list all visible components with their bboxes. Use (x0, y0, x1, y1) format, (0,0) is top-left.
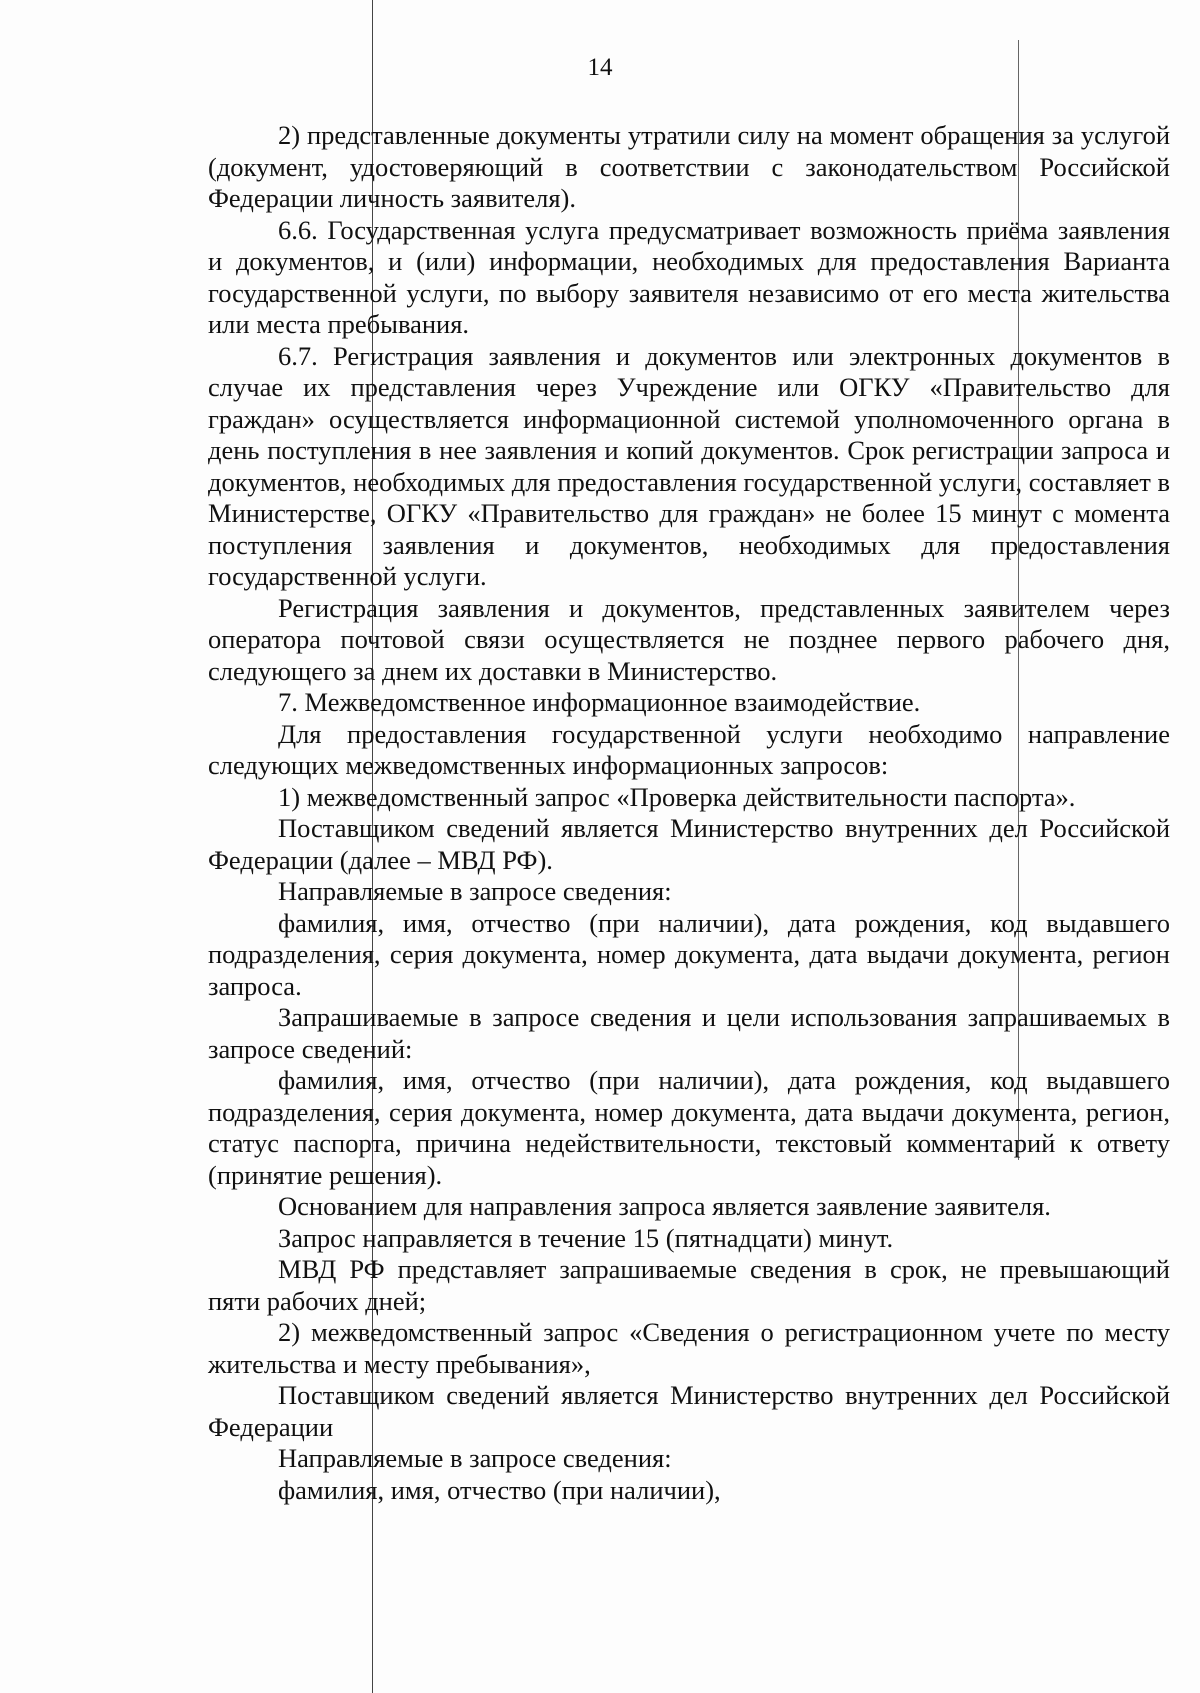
paragraph: 2) представленные документы утратили силу на момент обращения за услугой (документ, удостоверяющий в соответствии с законодательством Российской Федерации личность заявителя). (208, 120, 1170, 213)
paragraph: фамилия, имя, отчество (при наличии), (278, 1474, 721, 1505)
paragraph: 1) межведомственный запрос «Проверка действительности паспорта». (278, 781, 1076, 812)
paragraph: Основанием для направления запроса является заявление заявителя. (278, 1191, 1051, 1221)
paragraph: фамилия, имя, отчество (при наличии), дата рождения, код выдавшего подразделения, серия документа, номер документа, дата выдачи документа, регион запроса. (208, 907, 1170, 1001)
paragraph: Для предоставления государственной услуги необходимо направление следующих межведомственных информационных запросов: (208, 718, 1170, 780)
paragraph: Запрашиваемые в запросе сведения и цели использования запрашиваемых в запросе сведений: (208, 1002, 1170, 1064)
document-body (208, 120, 1170, 1506)
paragraph: Запрос направляется в течение 15 (пятнадцати) минут. (278, 1222, 894, 1253)
page-number: 14 (587, 54, 613, 81)
paragraph: 6.6. Государственная услуга предусматривает возможность приёма заявления и документов, и (или) информации, необходимых для предоставления Варианта государственной услуги, по выбору заявителя независимо от его места жительства или места пребывания. (208, 214, 1170, 339)
section-heading: 7. Межведомственное информационное взаимодействие. (278, 687, 921, 717)
paragraph: Направляемые в запросе сведения: (278, 1443, 672, 1473)
paragraph: Поставщиком сведений является Министерство внутренних дел Российской Федерации (далее – МВД РФ). (208, 813, 1170, 875)
paragraph: Регистрация заявления и документов, представленных заявителем через оператора почтовой связи осуществляется не позднее первого рабочего дня, следующего за днем их доставки в Министерство. (208, 592, 1170, 686)
paragraph: 6.7. Регистрация заявления и документов или электронных документов в случае их представления через Учреждение или ОГКУ «Правительство для граждан» осуществляется информационной системой уполномоченного органа в день поступления в нее заявления и копий документов. Срок регистрации запроса и документов, необходимых для предоставления государственной услуги, составляет в Министерстве, ОГКУ «Правительство для граждан» не более 15 минут с момента поступления заявления и документов, необходимых для предоставления государственной услуги. (208, 340, 1170, 591)
paragraph: МВД РФ представляет запрашиваемые сведения в срок, не превышающий пяти рабочих дней; (208, 1254, 1170, 1316)
paragraph: Направляемые в запросе сведения: (278, 876, 672, 906)
paragraph: 2) межведомственный запрос «Сведения о регистрационном учете по месту жительства и месту пребывания», (208, 1317, 1170, 1379)
paragraph: фамилия, имя, отчество (при наличии), дата рождения, код выдавшего подразделения, серия документа, номер документа, дата выдачи документа, регион, статус паспорта, причина недействительности, текстовый комментарий к ответу (принятие решения). (208, 1065, 1170, 1190)
paragraph: Поставщиком сведений является Министерство внутренних дел Российской Федерации (208, 1380, 1170, 1442)
